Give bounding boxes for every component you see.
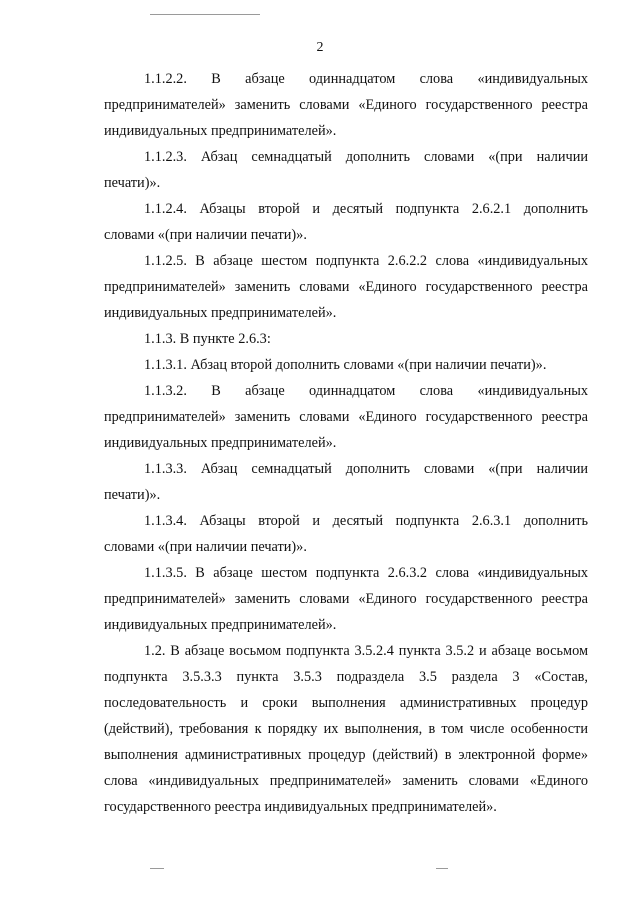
paragraph-line: 1.1.3.4. Абзацы второй и десятый подпункта 2.6.3.1 дополнить — [144, 513, 588, 529]
paragraph-line: предпринимателей» заменить словами «Единого государственного реестра — [104, 591, 588, 607]
paragraph — [104, 66, 588, 144]
paragraph-line: 1.1.3.2. В абзаце одиннадцатом слова «индивидуальных — [144, 383, 588, 399]
scan-artifact — [150, 868, 164, 869]
paragraph-line: 1.1.3.1. Абзац второй дополнить словами «(при наличии печати)». — [144, 357, 547, 373]
paragraph-line: последовательность и сроки выполнения административных процедур — [104, 695, 588, 711]
paragraph-line: индивидуальных предпринимателей». — [104, 305, 337, 321]
scan-artifact — [150, 14, 260, 15]
paragraph — [104, 196, 588, 248]
paragraph-line: 1.1.3. В пункте 2.6.3: — [144, 331, 271, 347]
paragraph-line: 1.1.2.3. Абзац семнадцатый дополнить словами «(при наличии — [144, 149, 588, 165]
scan-artifact — [436, 868, 448, 869]
paragraph-line: подпункта 3.5.3.3 пункта 3.5.3 подраздела 3.5 раздела 3 «Состав, — [104, 669, 588, 685]
document-body — [104, 66, 588, 820]
paragraph-line: 1.1.2.4. Абзацы второй и десятый подпункта 2.6.2.1 дополнить — [144, 201, 588, 217]
paragraph — [104, 560, 588, 638]
paragraph-line: 1.1.2.2. В абзаце одиннадцатом слова «индивидуальных — [144, 71, 588, 87]
paragraph-line: печати)». — [104, 487, 161, 503]
page-number: 2 — [316, 40, 324, 55]
paragraph-line: (действий), требования к порядку их выполнения, в том числе особенности — [104, 721, 588, 737]
paragraph-line: предпринимателей» заменить словами «Единого государственного реестра — [104, 97, 588, 113]
paragraph-line: 1.1.3.3. Абзац семнадцатый дополнить словами «(при наличии — [144, 461, 588, 477]
paragraph — [104, 508, 588, 560]
paragraph-line: выполнения административных процедур (действий) в электронной форме» — [104, 747, 588, 763]
paragraph — [104, 378, 588, 456]
paragraph-line: 1.2. В абзаце восьмом подпункта 3.5.2.4 пункта 3.5.2 и абзаце восьмом — [144, 643, 588, 659]
paragraph-line: словами «(при наличии печати)». — [104, 539, 307, 555]
paragraph-line: словами «(при наличии печати)». — [104, 227, 307, 243]
paragraph-line: индивидуальных предпринимателей». — [104, 123, 337, 139]
paragraph — [104, 144, 588, 196]
paragraph — [104, 326, 588, 352]
paragraph-line: государственного реестра индивидуальных предпринимателей». — [104, 799, 497, 815]
paragraph-line: слова «индивидуальных предпринимателей» заменить словами «Единого — [104, 773, 588, 789]
paragraph-line: 1.1.2.5. В абзаце шестом подпункта 2.6.2.2 слова «индивидуальных — [144, 253, 588, 269]
paragraph-line: индивидуальных предпринимателей». — [104, 435, 337, 451]
paragraph — [104, 352, 588, 378]
paragraph-line: предпринимателей» заменить словами «Единого государственного реестра — [104, 409, 588, 425]
paragraph — [104, 248, 588, 326]
paragraph-line: печати)». — [104, 175, 161, 191]
paragraph-line: индивидуальных предпринимателей». — [104, 617, 337, 633]
paragraph-line: 1.1.3.5. В абзаце шестом подпункта 2.6.3.2 слова «индивидуальных — [144, 565, 588, 581]
paragraph — [104, 638, 588, 820]
paragraph — [104, 456, 588, 508]
paragraph-line: предпринимателей» заменить словами «Единого государственного реестра — [104, 279, 588, 295]
